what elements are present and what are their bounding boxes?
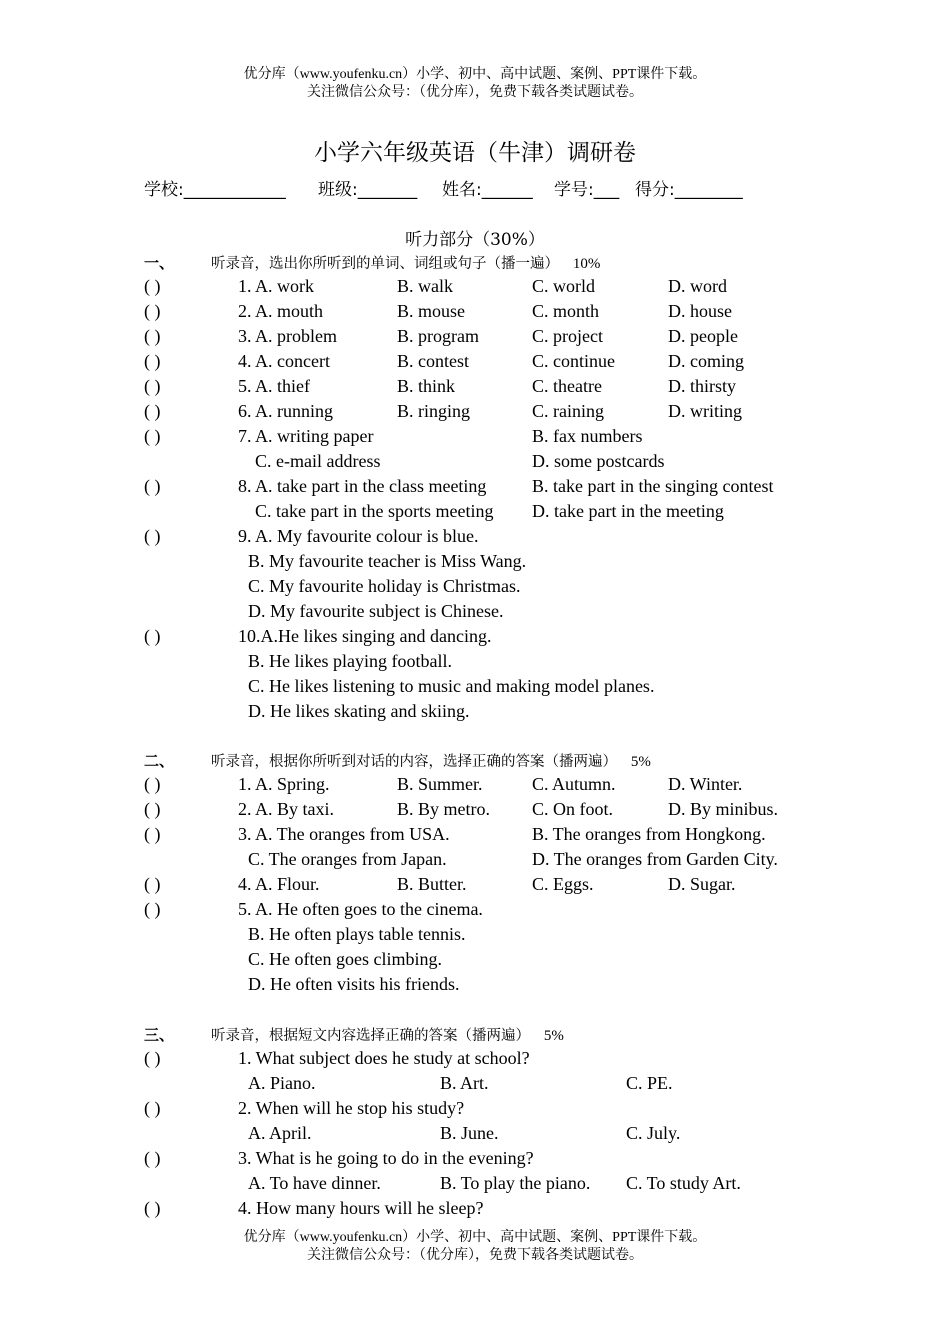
- answer-blank[interactable]: ( ): [144, 899, 161, 919]
- s3-q2-option-c: C. July.: [626, 1123, 681, 1143]
- answer-blank[interactable]: ( ): [144, 426, 161, 446]
- s3-q3-option-b: B. To play the piano.: [440, 1173, 591, 1193]
- answer-blank[interactable]: ( ): [144, 301, 161, 321]
- s1-q1-option-a: 1. A. work: [238, 276, 314, 296]
- s2-q2-option-d: D. By minibus.: [668, 799, 779, 819]
- answer-blank[interactable]: ( ): [144, 526, 161, 546]
- s1-q7-option-d: D. some postcards: [532, 451, 665, 471]
- s1-q4-option-c: C. continue: [532, 351, 615, 371]
- answer-blank[interactable]: ( ): [144, 1048, 161, 1068]
- s1-q8-option-d: D. take part in the meeting: [532, 501, 724, 521]
- s3-q3-option-c: C. To study Art.: [626, 1173, 741, 1193]
- answer-blank[interactable]: ( ): [144, 476, 161, 496]
- s1-q5-option-b: B. think: [397, 376, 456, 396]
- s1-q2-option-c: C. month: [532, 301, 600, 321]
- section-2-instruction: [211, 750, 651, 771]
- s1-q3-option-d: D. people: [668, 326, 738, 346]
- answer-blank[interactable]: ( ): [144, 824, 161, 844]
- s1-q2-option-d: D. house: [668, 301, 732, 321]
- answer-blank[interactable]: ( ): [144, 774, 161, 794]
- s1-q9-option-a: 9. A. My favourite colour is blue.: [238, 526, 479, 546]
- s1-q4-option-d: D. coming: [668, 351, 744, 371]
- s3-q3-option-a: A. To have dinner.: [248, 1173, 381, 1193]
- s1-q6-option-a: 6. A. running: [238, 401, 334, 421]
- s1-q6-option-c: C. raining: [532, 401, 604, 421]
- s1-q8-option-a: 8. A. take part in the class meeting: [238, 476, 487, 496]
- s2-q5-option-a: 5. A. He often goes to the cinema.: [238, 899, 483, 919]
- s1-q4-option-a: 4. A. concert: [238, 351, 330, 371]
- section-3-percent: 5%: [543, 1028, 564, 1044]
- s3-q3-question: 3. What is he going to do in the evening?: [238, 1148, 534, 1168]
- section-2-percent: 5%: [630, 754, 651, 770]
- answer-blank[interactable]: ( ): [144, 351, 161, 371]
- s1-q9-option-d: D. My favourite subject is Chinese.: [248, 601, 504, 621]
- s1-q8-option-b: B. take part in the singing contest: [532, 476, 774, 496]
- score-field: 得分:________: [635, 180, 743, 200]
- s2-q1-option-b: B. Summer.: [397, 774, 483, 794]
- s2-q5-option-d: D. He often visits his friends.: [248, 974, 460, 994]
- answer-blank[interactable]: ( ): [144, 326, 161, 346]
- s2-q3-option-b: B. The oranges from Hongkong.: [532, 824, 766, 844]
- answer-blank[interactable]: ( ): [144, 276, 161, 296]
- s3-q2-option-b: B. June.: [440, 1123, 499, 1143]
- s1-q5-option-a: 5. A. thief: [238, 376, 310, 396]
- page-title: 小学六年级英语（牛津）调研卷: [314, 140, 636, 166]
- answer-blank[interactable]: ( ): [144, 626, 161, 646]
- answer-blank[interactable]: ( ): [144, 799, 161, 819]
- s2-q3-option-a: 3. A. The oranges from USA.: [238, 824, 450, 844]
- s2-q2-option-a: 2. A. By taxi.: [238, 799, 335, 819]
- s2-q1-option-d: D. Winter.: [668, 774, 743, 794]
- s1-q10-option-c: C. He likes listening to music and making model planes.: [248, 676, 655, 696]
- answer-blank[interactable]: ( ): [144, 401, 161, 421]
- s1-q10-option-a: 10.A.He likes singing and dancing.: [238, 626, 492, 646]
- class-field: 班级:_______: [318, 180, 418, 200]
- footer-line-1: 优分库（www.youfenku.cn）小学、初中、高中试题、案例、PPT课件下载。: [243, 1230, 707, 1245]
- s1-q7-option-a: 7. A. writing paper: [238, 426, 374, 446]
- s1-q1-option-c: C. world: [532, 276, 595, 296]
- s2-q2-option-b: B. By metro.: [397, 799, 490, 819]
- s1-q7-option-b: B. fax numbers: [532, 426, 643, 446]
- answer-blank[interactable]: ( ): [144, 1098, 161, 1118]
- s1-q3-option-a: 3. A. problem: [238, 326, 337, 346]
- name-field: 姓名:______: [442, 180, 533, 200]
- s2-q1-option-a: 1. A. Spring.: [238, 774, 330, 794]
- s2-q5-option-b: B. He often plays table tennis.: [248, 924, 466, 944]
- s3-q2-question: 2. When will he stop his study?: [238, 1098, 465, 1118]
- s1-q5-option-c: C. theatre: [532, 376, 602, 396]
- header-line-1: 优分库（www.youfenku.cn）小学、初中、高中试题、案例、PPT课件下载。: [243, 67, 707, 82]
- s1-q8-option-c: C. take part in the sports meeting: [255, 501, 494, 521]
- s2-q2-option-c: C. On foot.: [532, 799, 613, 819]
- s1-q2-option-b: B. mouse: [397, 301, 466, 321]
- s2-q4-option-a: 4. A. Flour.: [238, 874, 320, 894]
- s2-q4-option-b: B. Butter.: [397, 874, 467, 894]
- s2-q1-option-c: C. Autumn.: [532, 774, 616, 794]
- answer-blank[interactable]: ( ): [144, 376, 161, 396]
- s2-q3-option-d: D. The oranges from Garden City.: [532, 849, 778, 869]
- s1-q5-option-d: D. thirsty: [668, 376, 737, 396]
- s1-q7-option-c: C. e-mail address: [255, 451, 381, 471]
- s3-q1-option-a: A. Piano.: [248, 1073, 316, 1093]
- header-line-2: 关注微信公众号：（优分库），免费下载各类试题试卷。: [307, 85, 643, 100]
- s2-q5-option-c: C. He often goes climbing.: [248, 949, 442, 969]
- section-1-percent: 10%: [572, 256, 601, 272]
- s1-q4-option-b: B. contest: [397, 351, 469, 371]
- s1-q3-option-c: C. project: [532, 326, 603, 346]
- s3-q4-question: 4. How many hours will he sleep?: [238, 1198, 484, 1218]
- section-1-number: 一、: [144, 254, 175, 272]
- s3-q1-option-b: B. Art.: [440, 1073, 489, 1093]
- s2-q3-option-c: C. The oranges from Japan.: [248, 849, 447, 869]
- section-1-text: 听录音，选出你所听到的单词、词组或句子（播一遍）: [211, 256, 559, 272]
- s3-q2-option-a: A. April.: [248, 1123, 312, 1143]
- section-1-instruction: [211, 252, 600, 273]
- footer-line-2: 关注微信公众号：（优分库），免费下载各类试题试卷。: [307, 1248, 643, 1263]
- s1-q10-option-b: B. He likes playing football.: [248, 651, 452, 671]
- number-field: 学号:___: [554, 180, 620, 200]
- part-title: 听力部分（30%）: [405, 230, 545, 250]
- s1-q10-option-d: D. He likes skating and skiing.: [248, 701, 470, 721]
- s1-q9-option-c: C. My favourite holiday is Christmas.: [248, 576, 521, 596]
- section-3-number: 三、: [144, 1026, 175, 1044]
- section-2-text: 听录音，根据你所听到对话的内容，选择正确的答案（播两遍）: [211, 754, 617, 770]
- section-2-number: 二、: [144, 752, 175, 770]
- answer-blank[interactable]: ( ): [144, 1148, 161, 1168]
- section-3-text: 听录音，根据短文内容选择正确的答案（播两遍）: [211, 1028, 530, 1044]
- s1-q1-option-b: B. walk: [397, 276, 453, 296]
- s1-q6-option-b: B. ringing: [397, 401, 471, 421]
- s1-q9-option-b: B. My favourite teacher is Miss Wang.: [248, 551, 527, 571]
- section-3-instruction: [211, 1024, 564, 1045]
- s1-q1-option-d: D. word: [668, 276, 727, 296]
- s3-q1-question: 1. What subject does he study at school?: [238, 1048, 530, 1068]
- s1-q6-option-d: D. writing: [668, 401, 742, 421]
- s1-q2-option-a: 2. A. mouth: [238, 301, 324, 321]
- school-field: 学校:____________: [144, 180, 286, 200]
- s2-q4-option-d: D. Sugar.: [668, 874, 736, 894]
- s1-q3-option-b: B. program: [397, 326, 479, 346]
- answer-blank[interactable]: ( ): [144, 874, 161, 894]
- s2-q4-option-c: C. Eggs.: [532, 874, 594, 894]
- answer-blank[interactable]: ( ): [144, 1198, 161, 1218]
- s3-q1-option-c: C. PE.: [626, 1073, 673, 1093]
